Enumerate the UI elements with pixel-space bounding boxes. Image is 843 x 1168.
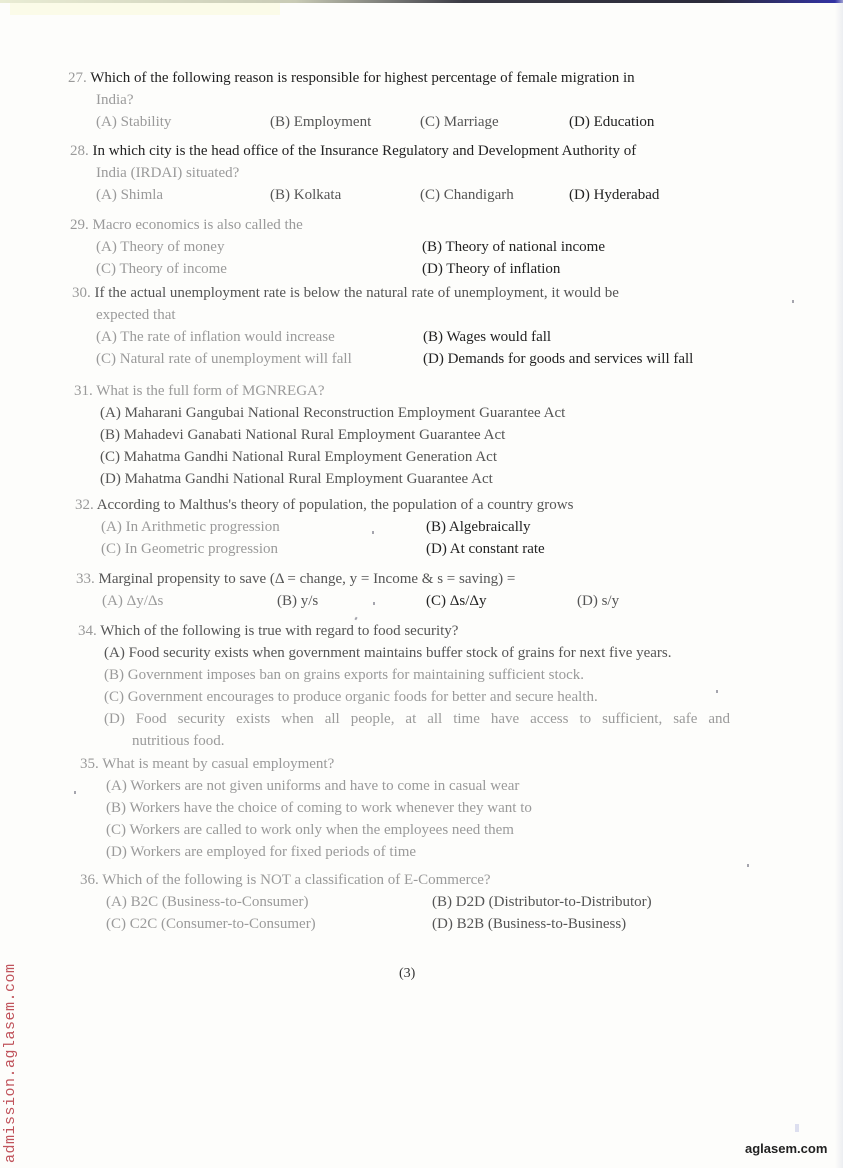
question-stem bbox=[75, 494, 573, 516]
question-text: What is meant by casual employment? bbox=[102, 756, 335, 772]
option-d[interactable]: (D) B2B (Business-to-Business) bbox=[432, 916, 627, 932]
question-number: 29. bbox=[70, 217, 89, 233]
question-number: 27. bbox=[68, 70, 87, 86]
options-row bbox=[72, 348, 694, 370]
options-row bbox=[80, 913, 627, 935]
scan-speck bbox=[74, 791, 76, 794]
option-a[interactable]: (A) Shimla bbox=[96, 187, 164, 203]
question-text: Which of the following is true with regard to food security? bbox=[100, 623, 459, 639]
question-31 bbox=[74, 380, 565, 490]
question-number: 28. bbox=[70, 143, 89, 159]
side-watermark: admission.aglasem.com bbox=[2, 963, 19, 1163]
question-32 bbox=[75, 494, 573, 560]
question-stem bbox=[76, 568, 515, 590]
question-stem bbox=[78, 620, 730, 642]
option-d[interactable]: (D) Mahatma Gandhi National Rural Employment Guarantee Act bbox=[100, 471, 493, 487]
question-stem bbox=[70, 214, 303, 236]
option-a[interactable]: (A) The rate of inflation would increase bbox=[96, 329, 335, 345]
question-stem bbox=[80, 753, 532, 775]
option-c[interactable]: (C) Theory of income bbox=[96, 261, 227, 277]
question-text: If the actual unemployment rate is below the natural rate of unemployment, it would be bbox=[94, 285, 619, 301]
option-b[interactable]: (B) Mahadevi Ganabati National Rural Employment Guarantee Act bbox=[100, 427, 506, 443]
question-text: What is the full form of MGNREGA? bbox=[96, 383, 325, 399]
scan-speck bbox=[792, 300, 794, 303]
option-c[interactable]: (C) In Geometric progression bbox=[101, 541, 279, 557]
question-29 bbox=[70, 214, 606, 280]
page-number: (3) bbox=[399, 966, 416, 981]
option-d[interactable]: (D) At constant rate bbox=[426, 541, 545, 557]
option-d[interactable]: (D) s/y bbox=[577, 593, 620, 609]
question-text: Which of the following is NOT a classification of E-Commerce? bbox=[102, 872, 491, 888]
option-b[interactable]: (B) Wages would fall bbox=[423, 329, 552, 345]
option-b[interactable]: (B) Algebraically bbox=[426, 519, 531, 535]
question-number: 32. bbox=[75, 497, 94, 513]
question-36 bbox=[80, 869, 652, 935]
question-stem bbox=[68, 67, 635, 89]
question-stem bbox=[80, 869, 491, 891]
scan-speck bbox=[795, 1124, 799, 1132]
options-row bbox=[75, 538, 573, 560]
option-d-continued: nutritious food. bbox=[132, 733, 225, 749]
option-c[interactable]: (C) Δs/Δy bbox=[426, 593, 487, 609]
option-d[interactable]: (D) Education bbox=[569, 114, 655, 130]
question-stem bbox=[72, 282, 619, 304]
option-b[interactable]: (B) Employment bbox=[270, 114, 372, 130]
option-a[interactable]: (A) Stability bbox=[96, 114, 172, 130]
question-27 bbox=[68, 67, 655, 133]
option-b[interactable]: (B) y/s bbox=[277, 593, 319, 609]
option-a[interactable]: (A) Maharani Gangubai National Reconstruction Employment Guarantee Act bbox=[100, 405, 566, 421]
option-b[interactable]: (B) Theory of national income bbox=[422, 239, 606, 255]
options-row bbox=[70, 258, 561, 280]
option-a[interactable]: (A) Theory of money bbox=[96, 239, 225, 255]
option-d[interactable] bbox=[78, 708, 730, 730]
scan-speck bbox=[716, 690, 718, 693]
question-number: 33. bbox=[76, 571, 95, 587]
options-row bbox=[68, 111, 655, 133]
question-33 bbox=[76, 568, 620, 612]
question-text: Which of the following reason is responsible for highest percentage of female migration in bbox=[90, 70, 635, 86]
options-row bbox=[76, 590, 620, 612]
question-stem bbox=[70, 140, 636, 162]
option-c[interactable]: (C) Workers are called to work only when the employees need them bbox=[106, 822, 514, 838]
question-number: 36. bbox=[80, 872, 99, 888]
option-d-text: (D) Food security exists when all people, at all time have access to sufficient, safe and bbox=[104, 711, 730, 727]
question-number: 35. bbox=[80, 756, 99, 772]
option-d[interactable]: (D) Workers are employed for fixed periods of time bbox=[106, 844, 417, 860]
question-text: Macro economics is also called the bbox=[92, 217, 303, 233]
option-c[interactable]: (C) Marriage bbox=[420, 114, 499, 130]
options-row bbox=[72, 326, 619, 348]
option-b[interactable]: (B) Workers have the choice of coming to work whenever they want to bbox=[106, 800, 532, 816]
question-stem bbox=[74, 380, 565, 402]
options-row bbox=[80, 891, 652, 913]
question-number: 31. bbox=[74, 383, 93, 399]
option-c[interactable]: (C) Mahatma Gandhi National Rural Employment Generation Act bbox=[100, 449, 497, 465]
option-a[interactable]: (A) In Arithmetic progression bbox=[101, 519, 280, 535]
options-row bbox=[70, 184, 660, 206]
question-number: 30. bbox=[72, 285, 91, 301]
option-d[interactable]: (D) Hyderabad bbox=[569, 187, 660, 203]
question-text-continued: expected that bbox=[96, 307, 176, 323]
question-text-continued: India (IRDAI) situated? bbox=[96, 165, 240, 181]
brand-watermark: aglasem.com bbox=[745, 1141, 828, 1156]
question-34 bbox=[78, 620, 730, 752]
question-text: According to Malthus's theory of population, the population of a country grows bbox=[96, 497, 574, 513]
option-b[interactable]: (B) Government imposes ban on grains exports for maintaining sufficient stock. bbox=[104, 667, 585, 683]
option-c[interactable]: (C) Government encourages to produce organic foods for better and secure health. bbox=[104, 689, 598, 705]
option-d[interactable]: (D) Theory of inflation bbox=[422, 261, 561, 277]
option-a[interactable]: (A) Workers are not given uniforms and have to come in casual wear bbox=[106, 778, 520, 794]
question-30 bbox=[72, 282, 694, 370]
options-row bbox=[70, 236, 606, 258]
scan-speck bbox=[747, 864, 749, 867]
option-a[interactable]: (A) Δy/Δs bbox=[102, 593, 164, 609]
option-a[interactable]: (A) Food security exists when government maintains buffer stock of grains for next five years. bbox=[104, 645, 672, 661]
option-d[interactable]: (D) Demands for goods and services will fall bbox=[423, 351, 694, 367]
option-c[interactable]: (C) C2C (Consumer-to-Consumer) bbox=[106, 916, 316, 932]
option-b[interactable]: (B) Kolkata bbox=[270, 187, 342, 203]
scan-speck bbox=[373, 602, 375, 605]
question-text: Marginal propensity to save (Δ = change, y = Income & s = saving) = bbox=[98, 571, 516, 587]
question-text: In which city is the head office of the Insurance Regulatory and Development Authority of bbox=[92, 143, 637, 159]
question-28 bbox=[70, 140, 660, 206]
option-b[interactable]: (B) D2D (Distributor-to-Distributor) bbox=[432, 894, 652, 910]
question-text-continued: India? bbox=[96, 92, 134, 108]
question-35 bbox=[80, 753, 532, 863]
option-a[interactable]: (A) B2C (Business-to-Consumer) bbox=[106, 894, 309, 910]
scan-speck bbox=[372, 531, 374, 534]
options-row bbox=[75, 516, 573, 538]
option-c[interactable]: (C) Natural rate of unemployment will fall bbox=[96, 351, 352, 367]
question-number: 34. bbox=[78, 623, 97, 639]
option-c[interactable]: (C) Chandigarh bbox=[420, 187, 514, 203]
